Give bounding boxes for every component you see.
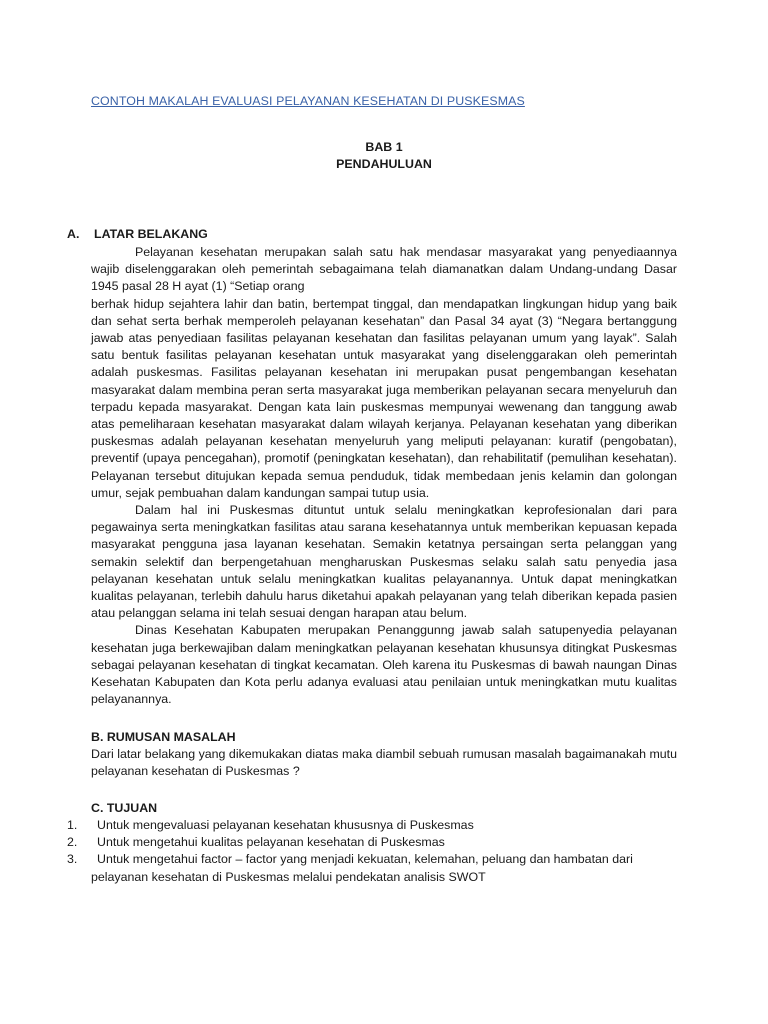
chapter-number: BAB 1 xyxy=(365,140,403,154)
list-item-number: 3. xyxy=(67,852,78,867)
list-item xyxy=(67,834,677,851)
list-item-text: Untuk mengevaluasi pelayanan kesehatan khususnya di Puskesmas xyxy=(97,818,474,832)
list-item-text: Untuk mengetahui factor – factor yang menjadi kekuatan, kelemahan, peluang dan hambatan dari xyxy=(97,852,633,867)
section-c-heading: C. TUJUAN xyxy=(91,801,158,815)
list-item-continuation-text: pelayanan kesehatan di Puskesmas melalui pendekatan analisis SWOT xyxy=(91,869,486,884)
list-item-number: 1. xyxy=(67,818,78,832)
paragraph-3: Dinas Kesehatan Kabupaten merupakan Penanggunng jawab salah satupenyedia pelayanan kesehatan juga berkewajiban dalam meningkatkan pelayanan kesehatan khusunsya ditingkat Puskesmas sebagai pelayanan kesehatan di tingkat kecamatan. Oleh karena itu Puskesmas di bawah naungan Dinas Kesehatan Kabupaten dan Kota perlu adanya evaluasi atau penilaian untuk meningkatkan mutu kualitas pelayanannya. xyxy=(91,623,677,707)
section-a-number: A. xyxy=(67,227,80,241)
list-item-number: 2. xyxy=(67,835,78,850)
list-item-text: Untuk mengetahui kualitas pelayanan kesehatan di Puskesmas xyxy=(97,835,445,850)
section-a-heading xyxy=(67,226,208,243)
paragraph-2: Dalam hal ini Puskesmas dituntut untuk selalu meningkatkan keprofesionalan dari para pegawainya serta meningkatkan fasilitas atau sarana kesehatannya untuk memberikan kepuasan kepada masyarakat pengguna jasa layanan kesehatan. Semakin ketatnya persaingan serta pelanggan yang semakin selektif dan berpengetahuan mengharuskan Puskesmas selaku salah satu penyedia jasa pelayanan kesehatan untuk selalu meningkatkan kualitas pelayanannya. Untuk dapat meningkatkan kualitas pelayanan, terlebih dahulu harus diketahui apakah pelayanan yang telah diberikan kepada pasien atau pelanggan selama ini telah sesuai dengan harapan atau belum. xyxy=(91,503,677,621)
section-b-paragraph: Dari latar belakang yang dikemukakan diatas maka diambil sebuah rumusan masalah bagaimanakah mutu pelayanan kesehatan di Puskesmas ? xyxy=(91,747,677,779)
paragraph-1-part1: Pelayanan kesehatan merupakan salah satu hak mendasar masyarakat yang penyediaannya wajib diselenggarakan oleh pemerintah sebagaimana telah diamanatkan dalam Undang-undang Dasar 1945 pasal 28 H ayat (1) “Setiap orang xyxy=(91,245,677,294)
tujuan-list xyxy=(67,817,677,886)
document-title-link[interactable]: CONTOH MAKALAH EVALUASI PELAYANAN KESEHATAN DI PUSKESMAS xyxy=(91,94,525,108)
list-item xyxy=(67,851,677,868)
section-a-title: LATAR BELAKANG xyxy=(94,227,208,241)
section-b-heading: B. RUMUSAN MASALAH xyxy=(91,730,236,744)
paragraph-1-part2: berhak hidup sejahtera lahir dan batin, bertempat tinggal, dan mendapatkan lingkungan hidup yang baik dan sehat serta berhak memperoleh pelayanan kesehatan” dan Pasal 34 ayat (3) “Negara bertanggung jawab atas penyediaan fasilitas pelayanan kesehatan dan fasilitas pelayanan umum yang layak”. Salah satu bentuk fasilitas pelayanan kesehatan untuk masyarakat yang diselenggarakan oleh pemerintah adalah puskesmas. Fasilitas pelayanan kesehatan ini merupakan pusat pengembangan kesehatan masyarakat dalam membina peran serta masyarakat juga memberikan pelayanan secara menyeluruh dan terpadu kepada masyarakat. Dengan kata lain puskesmas mempunyai wewenang dan tanggung awab atas pemeliharaan kesehatan masyarakat dalam wilayah kerjanya. Pelayanan kesehatan yang diberikan puskesmas adalah pelayanan kesehatan menyeluruh yang meliputi pelayanan: kuratif (pengobatan), preventif (upaya pencegahan), promotif (peningkatan kesehatan), dan rehabilitatif (pemulihan kesehatan). Pelayanan tersebut ditujukan kepada semua penduduk, tidak membedaan jenis kelamin dan golongan umur, sejak pembuahan dalam kandungan sampai tutup usia. xyxy=(91,296,677,500)
list-item-continuation xyxy=(67,869,677,886)
list-item xyxy=(67,817,677,834)
section-b-body xyxy=(91,746,677,780)
chapter-title: PENDAHULUAN xyxy=(336,157,432,171)
section-a-body xyxy=(91,244,677,708)
